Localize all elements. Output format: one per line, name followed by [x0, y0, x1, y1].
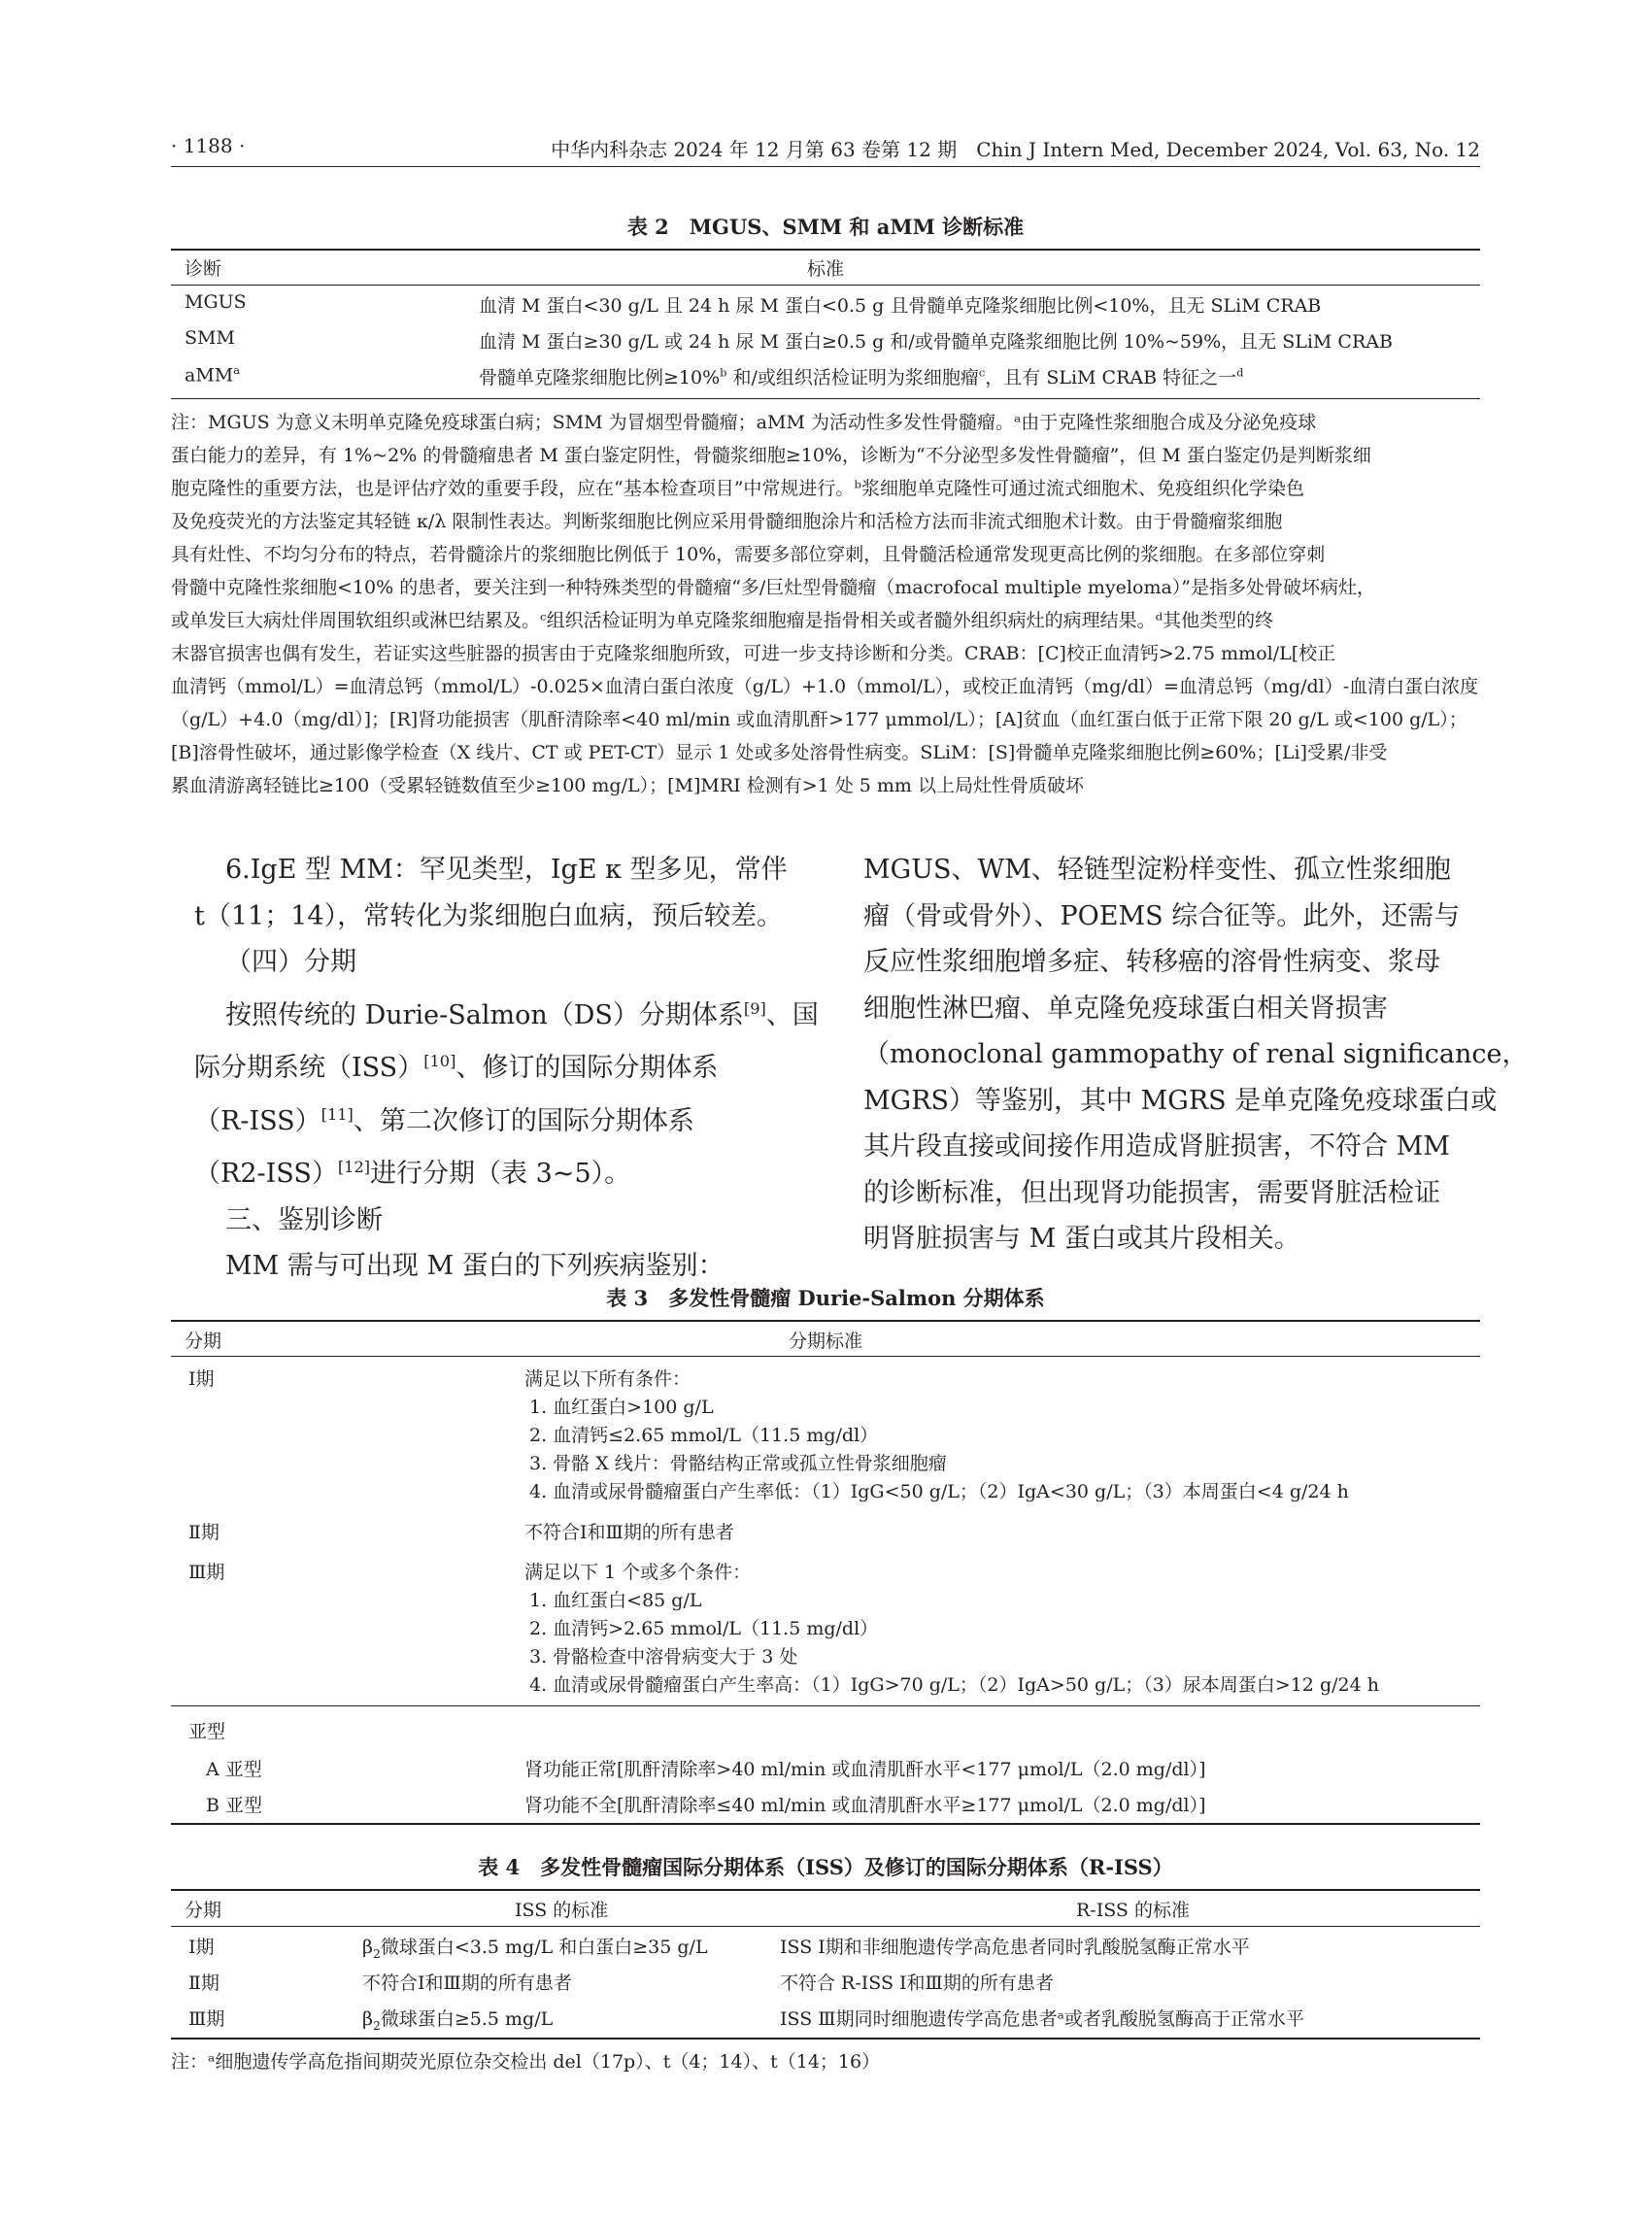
table3-header-criteria: 分期标准	[788, 1331, 862, 1352]
body-line: （R2-ISS）[12]进行分期（表 3~5）。	[194, 1158, 631, 1189]
table3-caption: 表 3 多发性骨髓瘤 Durie-Salmon 分期体系	[606, 1286, 1045, 1310]
body-right-column	[863, 847, 1529, 1263]
body-line: 瘤（骨或骨外）、POEMS 综合征等。此外，还需与	[863, 900, 1461, 931]
table4-row-iss: $\beta_2$微球蛋白≥5.5 mg/L	[362, 2008, 554, 2033]
table4-row-riss: ISS Ⅲ期同时细胞遗传学高危患者ᵃ或者乳酸脱氢酶高于正常水平	[780, 2008, 1304, 2030]
header-rule	[171, 166, 1480, 167]
note-line: 末器官损害也偶有发生，若证实这些脏器的损害由于克隆浆细胞所致，可进一步支持诊断和分类。CRAB：[C]校正血清钙>2.75 mmol/L[校正	[171, 643, 1336, 664]
table3-stage2-label: Ⅱ期	[188, 1522, 219, 1543]
body-line: （四）分期	[225, 947, 356, 977]
body-line: 细胞性淋巴瘤、单克隆免疫球蛋白相关肾损害	[863, 993, 1388, 1024]
body-line: MGUS、WM、轻链型淀粉样变性、孤立性浆细胞	[863, 855, 1451, 885]
note-line: 累血清游离轻链比≥100（受累轻链数值至少≥100 mg/L）；[M]MRI 检测有>1 处 5 mm 以上局灶性骨质破坏	[171, 775, 1084, 796]
table3-stage1-line: 2. 血清钙≤2.65 mmol/L（11.5 mg/dl）	[529, 1425, 879, 1446]
journal-header: 中华内科杂志 2024 年 12 月第 63 卷第 12 期 Chin J Intern Med, December 2024, Vol. 63, No. 12	[551, 138, 1480, 161]
table4-header-rule	[171, 1926, 1480, 1927]
table4-row-iss: $\beta_2$微球蛋白<3.5 mg/L 和白蛋白≥35 g/L	[362, 1937, 708, 1961]
table3-top-rule	[171, 1320, 1480, 1322]
table2-row-criteria: 骨髓单克隆浆细胞比例≥10%$^b$ 和/或组织活检证明为浆细胞瘤$^c$，且有 SLiM CRAB 特征之一$^d$	[479, 365, 1244, 388]
body-line: 三、鉴别诊断	[225, 1204, 383, 1235]
table3-stage1-line: 3. 骨骼 X 线片：骨骼结构正常或孤立性骨浆细胞瘤	[529, 1453, 947, 1474]
note-line: 骨髓中克隆性浆细胞<10% 的患者，要关注到一种特殊类型的骨髓瘤“多/巨灶型骨髓瘤（macrofocal multiple myeloma）”是指多处骨破坏病灶，	[171, 577, 1376, 598]
body-line: 按照传统的 Durie-Salmon（DS）分期体系[9]、国	[225, 998, 819, 1030]
note-line: 具有灶性、不均匀分布的特点，若骨髓涂片的浆细胞比例低于 10%，需要多部位穿刺，且骨髓活检通常发现更高比例的浆细胞。在多部位穿刺	[171, 544, 1326, 565]
body-line: MM 需与可出现 M 蛋白的下列疾病鉴别：	[225, 1251, 725, 1281]
body-line: 反应性浆细胞增多症、转移癌的溶骨性病变、浆母	[863, 947, 1440, 977]
body-left-column	[194, 847, 819, 1290]
table4-header-stage: 分期	[185, 1900, 222, 1921]
body-line: （monoclonal gammopathy of renal significance，	[863, 1039, 1529, 1069]
table3-stage1-line: 满足以下所有条件：	[524, 1368, 691, 1390]
table3-subB-text: 肾功能不全[肌酐清除率≤40 ml/min 或血清肌酐水平≥177 μmol/L（2.0 mg/dl）]	[524, 1795, 1206, 1816]
table4-bottom-rule	[171, 2038, 1480, 2040]
note-line: [B]溶骨性破坏，通过影像学检查（X 线片、CT 或 PET-CT）显示 1 处或多处溶骨性病变。SLiM：[S]骨髓单克隆浆细胞比例≥60%；[Li]受累/非受	[171, 742, 1388, 763]
table2-header-diag: 诊断	[185, 258, 222, 280]
table2-header-rule	[171, 285, 1480, 286]
table4-row-stage: Ⅰ期	[188, 1937, 215, 1958]
note-line: 注：MGUS 为意义未明单克隆免疫球蛋白病；SMM 为冒烟型骨髓瘤；aMM 为活动性多发性骨髓瘤。ᵃ由于克隆性浆细胞合成及分泌免疫球	[171, 412, 1317, 433]
table3-bottom-rule	[171, 1823, 1480, 1825]
note-line: 及免疫荧光的方法鉴定其轻链 κ/λ 限制性表达。判断浆细胞比例应采用骨髓细胞涂片和活检方法而非流式细胞术计数。由于骨髓瘤浆细胞	[171, 511, 1283, 532]
table4-row-riss: 不符合 R-ISS Ⅰ和Ⅲ期的所有患者	[780, 1972, 1054, 1994]
table3-stage3-line: 满足以下 1 个或多个条件：	[524, 1562, 752, 1583]
table2-row-diag: MGUS	[185, 291, 247, 313]
note-line: 或单发巨大病灶伴周围软组织或淋巴结累及。ᶜ组织活检证明为单克隆浆细胞瘤是指骨相关或者髓外组织病灶的病理结果。ᵈ其他类型的终	[171, 610, 1274, 631]
table4-row-riss: ISS Ⅰ期和非细胞遗传学高危患者同时乳酸脱氢酶正常水平	[780, 1937, 1250, 1958]
table3-subA-text: 肾功能正常[肌酐清除率>40 ml/min 或血清肌酐水平<177 μmol/L（2.0 mg/dl）]	[524, 1759, 1206, 1780]
body-line: t（11；14），常转化为浆细胞白血病，预后较差。	[194, 900, 784, 931]
table4-row-stage: Ⅲ期	[188, 2008, 225, 2030]
table3-stage1-line: 4. 血清或尿骨髓瘤蛋白产生率低：（1）IgG<50 g/L；（2）IgA<30 g/L；（3）本周蛋白<4 g/24 h	[529, 1481, 1349, 1502]
table4-row-stage: Ⅱ期	[188, 1972, 219, 1994]
note-line: 血清钙（mmol/L）=血清总钙（mmol/L）-0.025×血清白蛋白浓度（g/L）+1.0（mmol/L），或校正血清钙（mg/dl）=血清总钙（mg/dl）-血清白蛋白浓度	[171, 676, 1479, 697]
table2-row-criteria: 血清 M 蛋白≥30 g/L 或 24 h 尿 M 蛋白≥0.5 g 和/或骨髓单克隆浆细胞比例 10%~59%，且无 SLiM CRAB	[479, 331, 1393, 353]
table3-header-rule	[171, 1356, 1480, 1357]
table2-header-criteria: 标准	[806, 258, 844, 280]
note-line: （g/L）+4.0（mg/dl）]；[R]肾功能损害（肌酐清除率<40 ml/min 或血清肌酐>177 μmmol/L）；[A]贫血（血红蛋白低于正常下限 20 g/L 或<100 g/L）；	[171, 709, 1467, 730]
table2-bottom-rule	[171, 398, 1480, 399]
table2-top-rule	[171, 249, 1480, 251]
table4-row-iss: 不符合Ⅰ和Ⅲ期的所有患者	[362, 1972, 572, 1994]
table3-stage1-label: Ⅰ期	[188, 1368, 215, 1390]
body-line: 际分期系统（ISS）[10]、修订的国际分期体系	[194, 1052, 719, 1083]
table3-stage1-line: 1. 血红蛋白>100 g/L	[529, 1397, 714, 1418]
table4-header-iss: ISS 的标准	[515, 1900, 609, 1921]
table4-note: 注：ᵃ细胞遗传学高危指间期荧光原位杂交检出 del（17p）、t（4；14）、t（14；16）	[171, 2051, 881, 2073]
table3-subtype-label: 亚型	[188, 1721, 226, 1742]
table4-top-rule	[171, 1889, 1480, 1891]
table2-row-diag: aMM$^a$	[185, 363, 241, 387]
table3-subA-label: A 亚型	[206, 1759, 262, 1780]
table2-row-criteria: 血清 M 蛋白<30 g/L 且 24 h 尿 M 蛋白<0.5 g 且骨髓单克隆浆细胞比例<10%，且无 SLiM CRAB	[479, 295, 1322, 317]
table3-header-stage: 分期	[185, 1331, 222, 1352]
table3-stage3-line: 2. 血清钙>2.65 mmol/L（11.5 mg/dl）	[529, 1618, 879, 1639]
body-line: 明肾脏损害与 M 蛋白或其片段相关。	[863, 1224, 1300, 1254]
note-line: 蛋白能力的差异，有 1%~2% 的骨髓瘤患者 M 蛋白鉴定阴性，骨髓浆细胞≥10%，诊断为“不分泌型多发性骨髓瘤”，但 M 蛋白鉴定仍是判断浆细	[171, 445, 1371, 466]
table2-caption: 表 2 MGUS、SMM 和 aMM 诊断标准	[626, 215, 1025, 239]
page-number: · 1188 ·	[171, 134, 246, 157]
table4-caption: 表 4 多发性骨髓瘤国际分期体系（ISS）及修订的国际分期体系（R-ISS）	[478, 1855, 1173, 1879]
body-line: 其片段直接或间接作用造成肾脏损害，不符合 MM	[863, 1131, 1450, 1162]
table4-header-riss: R-ISS 的标准	[1076, 1900, 1190, 1921]
body-line: MGRS）等鉴别，其中 MGRS 是单克隆免疫球蛋白或	[863, 1085, 1498, 1116]
table3-subtype-rule	[171, 1705, 1480, 1706]
body-line: （R-ISS）[11]、第二次修订的国际分期体系	[194, 1104, 694, 1136]
table3-stage3-line: 4. 血清或尿骨髓瘤蛋白产生率高：（1）IgG>70 g/L；（2）IgA>50 g/L；（3）尿本周蛋白>12 g/24 h	[529, 1674, 1379, 1696]
table2-note	[171, 406, 1480, 802]
body-line: 的诊断标准，但出现肾功能损害，需要肾脏活检证	[863, 1177, 1440, 1208]
table3-stage2-text: 不符合Ⅰ和Ⅲ期的所有患者	[524, 1522, 734, 1543]
table3-stage3-line: 3. 骨骼检查中溶骨病变大于 3 处	[529, 1646, 798, 1668]
table3-stage3-line: 1. 血红蛋白<85 g/L	[529, 1590, 702, 1611]
table3-stage3-label: Ⅲ期	[188, 1562, 225, 1583]
body-line: 6.IgE 型 MM：罕见类型，IgE κ 型多见，常伴	[225, 855, 788, 885]
note-line: 胞克隆性的重要方法，也是评估疗效的重要手段，应在“基本检查项目”中常规进行。ᵇ浆细胞单克隆性可通过流式细胞术、免疫组织化学染色	[171, 478, 1305, 499]
table2-row-diag: SMM	[185, 327, 235, 349]
table3-subB-label: B 亚型	[206, 1795, 263, 1816]
